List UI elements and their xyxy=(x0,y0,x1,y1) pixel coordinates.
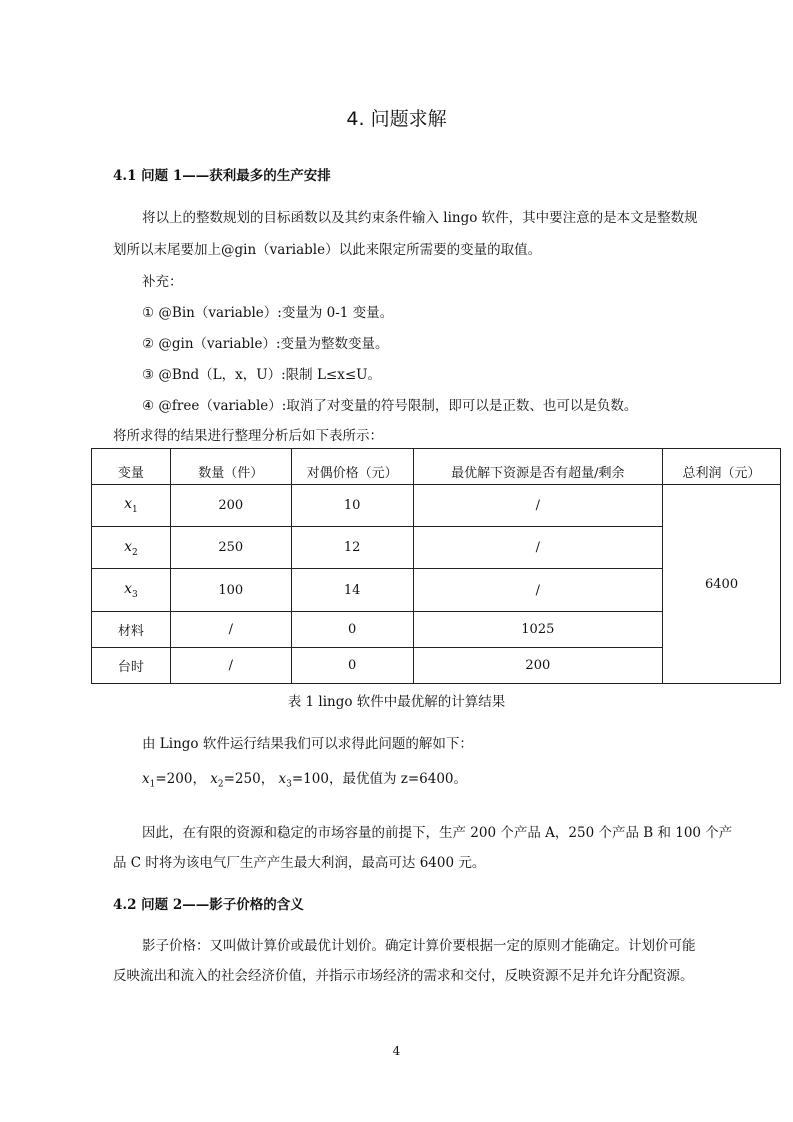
variable-cell: $x_3$ xyxy=(92,569,171,611)
page-number: 4 xyxy=(392,1044,401,1058)
conclusion-line-2: 品 C 时将为该电气厂生产产生最大利润，最高可达 6400 元。 xyxy=(113,855,486,871)
table-header-row xyxy=(92,449,781,485)
section-1-heading: 4.1 问题 1——获利最多的生产安排 xyxy=(113,168,331,184)
solution-values: $x_1=200$， $x_2=250$， $x_3=100$，最优值为 z=6400。 xyxy=(142,771,468,790)
surplus-cell: 200 xyxy=(413,647,663,683)
dual-price-cell: 0 xyxy=(291,611,413,647)
resource-cell: 材料 xyxy=(92,611,171,647)
result-table xyxy=(91,448,781,684)
surplus-cell: / xyxy=(413,527,663,569)
table-header-cell: 数量（件） xyxy=(170,449,291,485)
note-item: ④ @free（variable）:取消了对变量的符号限制，即可以是正数、也可以是负数。 xyxy=(142,398,638,414)
quantity-cell: 250 xyxy=(170,527,291,569)
table-header-cell: 对偶价格（元） xyxy=(291,449,413,485)
quantity-cell: 100 xyxy=(170,569,291,611)
table-row xyxy=(92,485,781,527)
surplus-cell: 1025 xyxy=(413,611,663,647)
dual-price-cell: 10 xyxy=(291,485,413,527)
surplus-cell: / xyxy=(413,569,663,611)
quantity-cell: 200 xyxy=(170,485,291,527)
quantity-cell: / xyxy=(170,611,291,647)
note-item: ② @gin（variable）:变量为整数变量。 xyxy=(142,336,389,352)
conclusion-line-1: 因此，在有限的资源和稳定的市场容量的前提下，生产 200 个产品 A，250 个产品 B 和 100 个产 xyxy=(142,825,733,841)
section-1-paragraph-line-2: 划所以末尾要加上@gin（variable）以此来限定所需要的变量的取值。 xyxy=(113,242,542,258)
section-2-paragraph-line-2: 反映流出和流入的社会经济价值，并指示市场经济的需求和交付，反映资源不足并允许分配资源。 xyxy=(113,968,694,984)
note-item: ③ @Bnd（L，x，U）:限制 L≤x≤U。 xyxy=(142,367,382,383)
section-2-paragraph-line-1: 影子价格：又叫做计算价或最优计划价。确定计算价要根据一定的原则才能确定。计划价可能 xyxy=(142,938,696,954)
dual-price-cell: 0 xyxy=(291,647,413,683)
table-caption: 表 1 lingo 软件中最优解的计算结果 xyxy=(287,694,506,710)
solution-intro: 由 Lingo 软件运行结果我们可以求得此问题的解如下： xyxy=(142,736,473,752)
supplement-label: 补充： xyxy=(142,274,183,290)
surplus-cell: / xyxy=(413,485,663,527)
variable-cell: $x_2$ xyxy=(92,527,171,569)
page-title: 4. 问题求解 xyxy=(346,108,447,130)
table-header-cell: 最优解下资源是否有超量/剩余 xyxy=(413,449,663,485)
total-profit-cell: 6400 xyxy=(663,485,781,684)
dual-price-cell: 14 xyxy=(291,569,413,611)
quantity-cell: / xyxy=(170,647,291,683)
resource-cell: 台时 xyxy=(92,647,171,683)
dual-price-cell: 12 xyxy=(291,527,413,569)
section-2-heading: 4.2 问题 2——影子价格的含义 xyxy=(113,897,304,913)
note-item: ① @Bin（variable）:变量为 0-1 变量。 xyxy=(142,305,394,321)
variable-cell: $x_1$ xyxy=(92,485,171,527)
table-header-cell: 变量 xyxy=(92,449,171,485)
table-header-cell: 总利润（元） xyxy=(663,449,781,485)
table-intro: 将所求得的结果进行整理分析后如下表所示： xyxy=(113,428,383,444)
section-1-paragraph-line-1: 将以上的整数规划的目标函数以及其约束条件输入 lingo 软件，其中要注意的是本文是整数规 xyxy=(142,210,698,226)
